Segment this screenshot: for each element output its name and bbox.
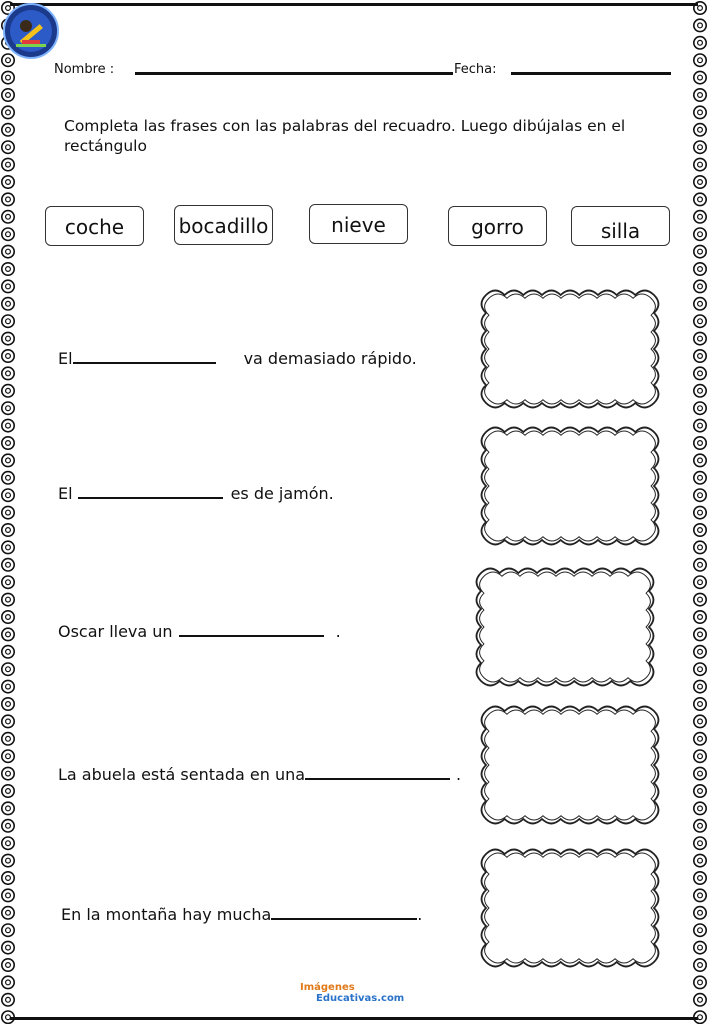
sentence-4-blank[interactable] bbox=[305, 778, 450, 780]
sentence-2-end: es de jamón. bbox=[230, 484, 334, 503]
drawing-frame-3[interactable] bbox=[473, 565, 657, 689]
sentence-2 bbox=[58, 484, 334, 503]
left-chain-border bbox=[0, 0, 16, 1024]
watermark-line-2: Educativas.com bbox=[316, 993, 405, 1004]
date-input-line[interactable] bbox=[511, 72, 671, 75]
sentence-4 bbox=[58, 765, 461, 784]
sentence-3-end: . bbox=[335, 622, 341, 641]
top-frame-line bbox=[10, 3, 698, 6]
date-label: Fecha: bbox=[454, 62, 497, 77]
sentence-3 bbox=[58, 622, 341, 641]
sentence-4-end: . bbox=[456, 765, 462, 784]
sentence-5 bbox=[61, 905, 422, 924]
bottom-frame-line bbox=[10, 1017, 698, 1020]
pencil-logo-icon bbox=[2, 2, 60, 60]
watermark-line-1: Imágenes bbox=[300, 982, 355, 993]
sentence-5-start: En la montaña hay mucha bbox=[61, 905, 272, 924]
name-input-line[interactable] bbox=[135, 72, 453, 75]
word-box-coche: coche bbox=[45, 206, 144, 246]
instructions-text: Completa las frases con las palabras del recuadro. Luego dibújalas en el rectángulo bbox=[64, 117, 626, 155]
right-chain-border bbox=[692, 0, 708, 1024]
sentence-1 bbox=[58, 349, 417, 368]
drawing-frame-4[interactable] bbox=[478, 703, 662, 827]
name-label: Nombre : bbox=[54, 62, 115, 77]
sentence-1-blank[interactable] bbox=[73, 362, 216, 364]
word-box-gorro: gorro bbox=[448, 206, 547, 246]
sentence-3-start: Oscar lleva un bbox=[58, 622, 173, 641]
drawing-frame-1[interactable] bbox=[478, 287, 662, 411]
word-box-silla: silla bbox=[571, 206, 670, 246]
sentence-3-blank[interactable] bbox=[179, 635, 324, 637]
sentence-1-end: va demasiado rápido. bbox=[243, 349, 417, 368]
sentence-1-start: El bbox=[58, 349, 73, 368]
sentence-2-blank[interactable] bbox=[78, 497, 223, 499]
sentence-2-start: El bbox=[58, 484, 73, 503]
word-box-nieve: nieve bbox=[309, 204, 408, 244]
sentence-5-blank[interactable] bbox=[271, 918, 417, 920]
drawing-frame-5[interactable] bbox=[478, 846, 662, 970]
sentence-5-end: . bbox=[417, 905, 423, 924]
drawing-frame-2[interactable] bbox=[478, 424, 662, 548]
sentence-4-start: La abuela está sentada en una bbox=[58, 765, 306, 784]
word-box-bocadillo: bocadillo bbox=[174, 205, 273, 245]
watermark bbox=[300, 982, 404, 1004]
